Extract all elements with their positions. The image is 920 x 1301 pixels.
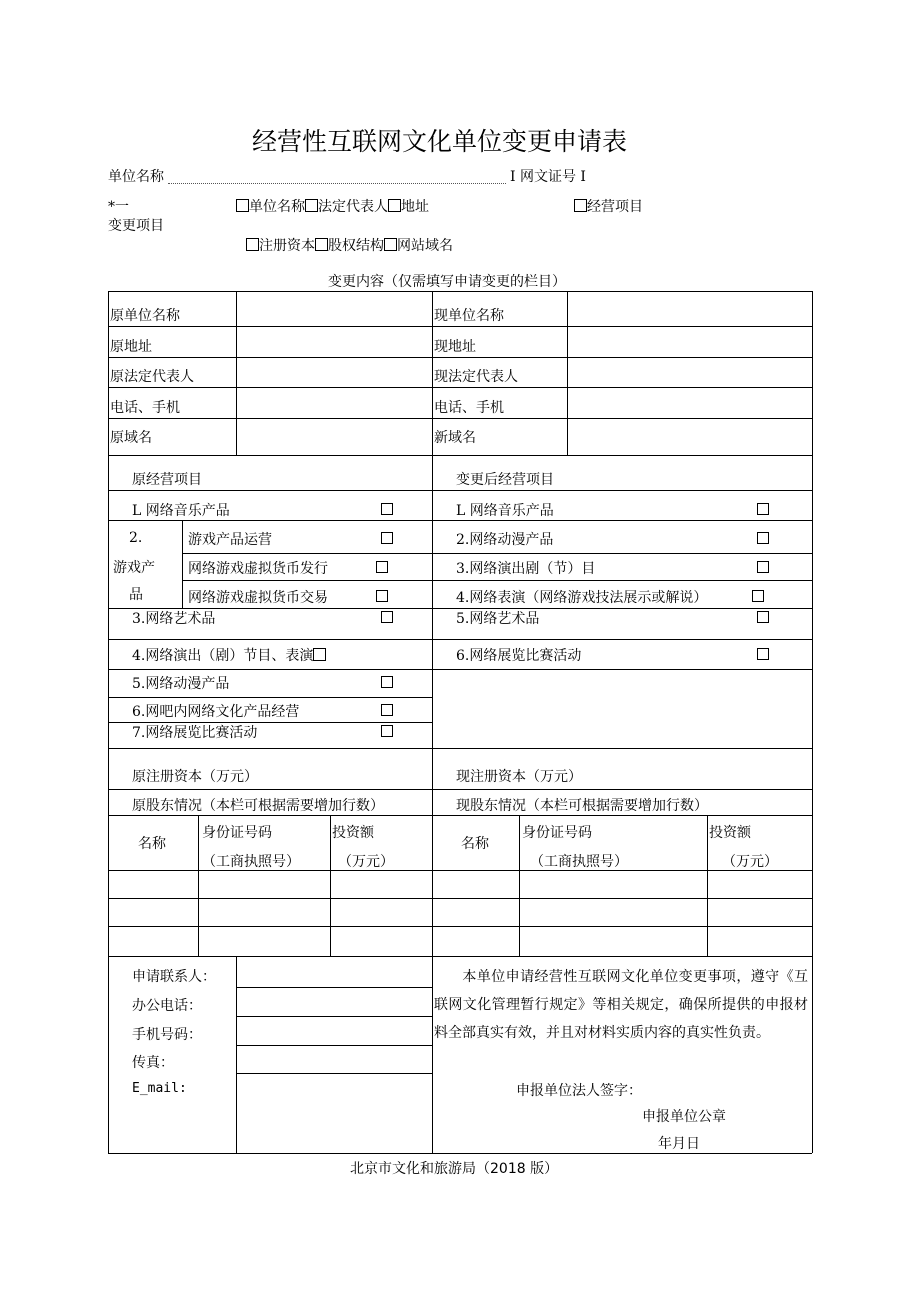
orig-game-currency-issue: 网络游戏虚拟货币发行 <box>188 561 328 577</box>
form-title: 经营性互联网文化单位变更申请表 <box>252 127 628 156</box>
orig-unit-name-input[interactable] <box>238 293 430 324</box>
orig-col-id-line1: 身份证号码 <box>202 825 272 841</box>
orig-holders-label: 原股东情况（本栏可根据需要增加行数） <box>132 798 384 814</box>
checkbox-shareholding[interactable] <box>315 238 328 251</box>
new-item-performance: 4.网络表演（网络游戏技法展示或解说） <box>456 590 708 606</box>
license-label: I 网文证号 I <box>510 169 586 185</box>
orig-game-currency-trade-checkbox[interactable] <box>376 590 388 602</box>
mobile-input[interactable] <box>238 1018 430 1043</box>
declaration-text <box>434 963 808 1047</box>
new-show-checkbox[interactable] <box>757 561 769 573</box>
option-unit-name: 单位名称 <box>249 199 305 215</box>
new-contest-checkbox[interactable] <box>757 648 769 660</box>
orig-art-checkbox[interactable] <box>381 611 393 623</box>
checkbox-legal-rep[interactable] <box>305 199 318 212</box>
orig-item-music: L 网络音乐产品 <box>132 503 230 519</box>
option-domain: 网站域名 <box>397 238 453 254</box>
change-items-label: 变更项目 <box>108 218 164 234</box>
orig-game-currency-issue-checkbox[interactable] <box>376 561 388 573</box>
new-music-checkbox[interactable] <box>757 503 769 515</box>
required-mark: *一 <box>108 199 129 215</box>
orig-col-investment-line2: （万元） <box>338 854 394 870</box>
email-label: E_mail: <box>132 1081 187 1096</box>
orig-legal-rep-label: 原法定代表人 <box>110 369 194 385</box>
office-phone-label: 办公电话： <box>132 998 202 1014</box>
option-legal-rep: 法定代表人 <box>318 199 388 215</box>
orig-netbar-checkbox[interactable] <box>381 704 393 716</box>
new-address-label: 现地址 <box>434 339 476 355</box>
contact-person-input[interactable] <box>238 958 430 985</box>
new-item-anime: 2.网络动漫产品 <box>456 532 554 548</box>
new-domain-input[interactable] <box>569 420 810 453</box>
orig-item-show <box>132 645 326 665</box>
office-phone-input[interactable] <box>238 989 430 1014</box>
orig-domain-input[interactable] <box>238 420 430 453</box>
orig-game-number: 2. <box>129 530 143 546</box>
orig-item-show-label: 4.网络演出（剧）节目、表演 <box>132 648 314 664</box>
new-col-id-line2: （工商执照号） <box>530 854 628 870</box>
orig-contest-checkbox[interactable] <box>381 725 393 737</box>
new-col-id-line1: 身份证号码 <box>522 825 592 841</box>
orig-col-name: 名称 <box>138 836 166 852</box>
orig-item-netbar: 6.网吧内网络文化产品经营 <box>132 704 300 720</box>
section-caption: 变更内容（仅需填写申请变更的栏目） <box>328 274 566 290</box>
new-item-show: 3.网络演出剧（节）目 <box>456 561 596 577</box>
orig-business-header: 原经营项目 <box>132 472 202 488</box>
new-col-investment-line2: （万元） <box>722 854 778 870</box>
new-holders-label: 现股东情况（本栏可根据需要增加行数） <box>456 798 708 814</box>
footer-issuer: 北京市文化和旅游局（2018 版） <box>350 1161 559 1177</box>
option-capital: 注册资本 <box>259 238 315 254</box>
unit-seal-label: 申报单位公章 <box>642 1109 726 1125</box>
new-unit-name-label: 现单位名称 <box>434 308 504 324</box>
new-legal-rep-input[interactable] <box>569 359 810 385</box>
email-input[interactable] <box>238 1075 430 1151</box>
orig-game-category-line1: 游戏产 <box>113 560 155 576</box>
legal-rep-sign-label: 申报单位法人签字： <box>516 1083 642 1099</box>
date-label: 年月日 <box>658 1136 700 1152</box>
new-business-header: 变更后经营项目 <box>456 472 554 488</box>
orig-game-category-line2: 品 <box>129 587 143 603</box>
orig-capital-label: 原注册资本（万元） <box>132 769 258 785</box>
orig-game-operation: 游戏产品运营 <box>188 532 272 548</box>
new-col-name: 名称 <box>461 836 489 852</box>
new-col-investment-line1: 投资额 <box>709 825 751 841</box>
new-domain-label: 新域名 <box>434 430 476 446</box>
new-phone-label: 电话、手机 <box>434 400 504 416</box>
new-art-checkbox[interactable] <box>757 611 769 623</box>
orig-address-label: 原地址 <box>110 339 152 355</box>
new-anime-checkbox[interactable] <box>757 532 769 544</box>
unit-name-label: 单位名称 <box>108 169 164 185</box>
checkbox-address[interactable] <box>388 199 401 212</box>
change-options-row2 <box>246 235 453 255</box>
checkbox-unit-name[interactable] <box>236 199 249 212</box>
orig-game-operation-checkbox[interactable] <box>381 532 393 544</box>
mobile-label: 手机号码： <box>132 1027 202 1043</box>
new-address-input[interactable] <box>569 328 810 355</box>
orig-address-input[interactable] <box>238 328 430 355</box>
checkbox-capital[interactable] <box>246 238 259 251</box>
orig-item-art: 3.网络艺术品 <box>132 611 216 627</box>
orig-item-contest: 7.网络展览比赛活动 <box>132 725 258 741</box>
change-options-row1 <box>236 196 429 216</box>
fax-input[interactable] <box>238 1047 430 1071</box>
orig-music-checkbox[interactable] <box>381 503 393 515</box>
orig-anime-checkbox[interactable] <box>381 676 393 688</box>
orig-legal-rep-input[interactable] <box>238 359 430 385</box>
new-capital-label: 现注册资本（万元） <box>456 769 582 785</box>
new-legal-rep-label: 现法定代表人 <box>434 369 518 385</box>
new-phone-input[interactable] <box>569 389 810 416</box>
new-unit-name-input[interactable] <box>569 293 810 324</box>
orig-item-anime: 5.网络动漫产品 <box>132 676 230 692</box>
change-option-business <box>574 196 643 216</box>
contact-person-label: 申请联系人： <box>132 969 216 985</box>
option-business: 经营项目 <box>587 199 643 215</box>
orig-phone-label: 电话、手机 <box>110 400 180 416</box>
checkbox-business[interactable] <box>574 199 587 212</box>
new-item-contest: 6.网络展览比赛活动 <box>456 648 582 664</box>
orig-unit-name-label: 原单位名称 <box>110 308 180 324</box>
orig-show-checkbox[interactable] <box>313 648 326 661</box>
unit-name-field[interactable] <box>168 183 506 184</box>
option-shareholding: 股权结构 <box>328 238 384 254</box>
orig-domain-label: 原域名 <box>110 430 152 446</box>
orig-col-investment-line1: 投资额 <box>332 825 374 841</box>
declaration-body: 本单位申请经营性互联网文化单位变更事项，遵守《互联网文化管理暂行规定》等相关规定，确保所提供的申报材料全部真实有效，并且对材料实质内容的真实性负责。 <box>434 969 808 1041</box>
option-address: 地址 <box>401 199 429 215</box>
orig-phone-input[interactable] <box>238 389 430 416</box>
new-performance-checkbox[interactable] <box>752 590 764 602</box>
new-item-music: L 网络音乐产品 <box>456 503 554 519</box>
orig-col-id-line2: （工商执照号） <box>202 854 300 870</box>
checkbox-domain[interactable] <box>384 238 397 251</box>
orig-game-currency-trade: 网络游戏虚拟货币交易 <box>188 590 328 606</box>
new-item-art: 5.网络艺术品 <box>456 611 540 627</box>
fax-label: 传真： <box>132 1055 174 1071</box>
